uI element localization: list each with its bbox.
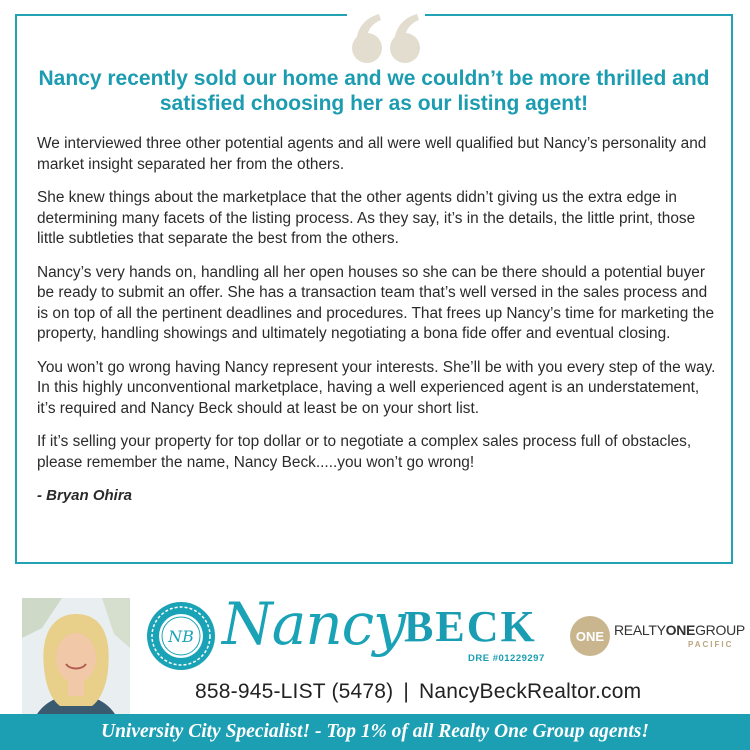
seal-initials: NB bbox=[168, 627, 194, 646]
brokerage-name-part: ONE bbox=[665, 622, 696, 638]
quote-mark-icon bbox=[347, 10, 425, 72]
license-number: DRE #01229297 bbox=[468, 653, 545, 664]
agent-footer bbox=[0, 576, 750, 750]
website-link[interactable]: NancyBeckRealtor.com bbox=[419, 680, 642, 703]
brokerage-name bbox=[614, 622, 745, 638]
testimonial-body bbox=[37, 134, 719, 507]
brokerage-name-part: REALTY bbox=[614, 622, 666, 638]
testimonial-card bbox=[15, 14, 733, 564]
testimonial-paragraph: Nancy’s very hands on, handling all her open houses so she can be there should a potential buyer be ready to submit an offer. She has a transaction team that’s well versed in the sales process and is on top of all the pertinent deadlines and procedures. That frees up Nancy’s time for marketing the property, handling showings and ultimately negotiating a bona fide offer and eventual closing. bbox=[37, 263, 715, 342]
tagline-banner: University City Specialist! - Top 1% of all Realty One Group agents! bbox=[0, 714, 750, 750]
realty-one-group-badge: ONE bbox=[570, 616, 610, 656]
contact-line bbox=[195, 680, 641, 704]
brokerage-subtitle: PACIFIC bbox=[688, 640, 734, 649]
agent-name-block: BECK bbox=[404, 602, 537, 651]
testimonial-paragraph: She knew things about the marketplace that the other agents didn’t giving us the extra edge in determining many facets of the listing process. As they say, it’s in the details, the little print, those little subtleties that separate the best from the others. bbox=[37, 189, 696, 247]
phone-number[interactable]: 858-945-LIST (5478) bbox=[195, 680, 394, 703]
testimonial-paragraph: We interviewed three other potential agents and all were well qualified but Nancy’s personality and market insight separated her from the others. bbox=[37, 135, 707, 173]
testimonial-headline: Nancy recently sold our home and we couldn’t be more thrilled and satisfied choosing her as our listing agent! bbox=[38, 67, 710, 115]
contact-separator: | bbox=[403, 680, 410, 703]
agent-name-script: Nancy bbox=[222, 590, 405, 658]
testimonial-paragraph: If it’s selling your property for top dollar or to negotiate a complex sales process full of obstacles, please remember the name, Nancy Beck.....you won’t go wrong! bbox=[37, 433, 692, 471]
realty-one-group-logo bbox=[570, 616, 746, 656]
nb-seal-logo bbox=[146, 601, 216, 671]
brokerage-name-part: GROUP bbox=[695, 622, 745, 638]
testimonial-paragraph: You won’t go wrong having Nancy represent your interests. She’ll be with you every step of the way. In this highly unconventional marketplace, having a well experienced agent is an understatement, it’s required and Nancy Beck should at least be on your short list. bbox=[37, 358, 716, 417]
testimonial-signature: - Bryan Ohira bbox=[37, 487, 133, 504]
